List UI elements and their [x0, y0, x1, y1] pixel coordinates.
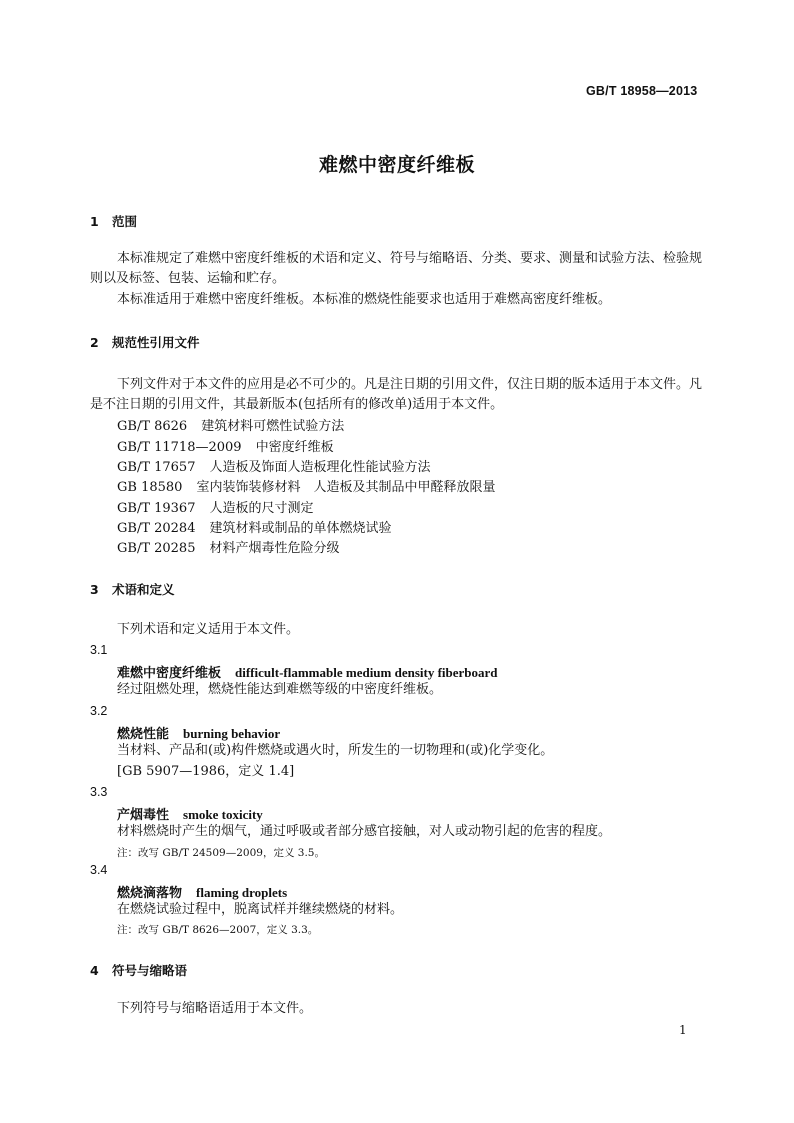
term-number: 3.1: [90, 643, 108, 657]
reference-code: GB 18580: [117, 480, 183, 495]
reference-code: GB/T 20284: [117, 521, 196, 536]
section-heading-terms-and-definitions: [90, 580, 175, 598]
section-title: 符号与缩略语: [112, 963, 188, 978]
term-number: 3.3: [90, 785, 108, 799]
section-title: 规范性引用文件: [112, 335, 200, 350]
term-definition: 材料燃烧时产生的烟气，通过呼吸或者部分感官接触，对人或动物引起的危害的程度。: [117, 824, 612, 839]
term-note: 注：改写 GB/T 24509—2009，定义 3.5。: [117, 847, 325, 859]
reference-item: [117, 456, 431, 475]
term-en: smoke toxicity: [183, 807, 263, 822]
paragraph: 本标准适用于难燃中密度纤维板。本标准的燃烧性能要求也适用于难燃高密度纤维板。: [117, 292, 612, 307]
paragraph: 下列符号与缩略语适用于本文件。: [117, 1001, 313, 1016]
standard-code: GB/T 18958—2013: [586, 84, 698, 98]
paragraph-text: 本标准规定了难燃中密度纤维板的术语和定义、符号与缩略语、分类、要求、测量和试验方法、检验规则以及标签、包装、运输和贮存。: [90, 251, 703, 286]
reference-title: 人造板的尺寸测定: [209, 501, 314, 516]
paragraph: [90, 249, 704, 289]
reference-item: [117, 517, 392, 536]
section-title: 范围: [112, 214, 138, 229]
term-zh: 燃烧滴落物: [117, 886, 183, 901]
section-title: 术语和定义: [112, 582, 175, 597]
term-number: 3.4: [90, 863, 108, 877]
reference-title: 人造板及饰面人造板理化性能试验方法: [209, 460, 431, 475]
term-number: 3.2: [90, 704, 108, 718]
term-definition: 当材料、产品和(或)构件燃烧或遇火时，所发生的一切物理和(或)化学变化。: [117, 743, 554, 758]
paragraph-text: 下列文件对于本文件的应用是必不可少的。凡是注日期的引用文件，仅注日期的版本适用于本文件。凡是不注日期的引用文件，其最新版本(包括所有的修改单)适用于本文件。: [90, 377, 703, 412]
term-note: 注：改写 GB/T 8626—2007，定义 3.3。: [117, 924, 319, 936]
reference-code: GB/T 20285: [117, 541, 196, 556]
reference-title: 建筑材料或制品的单体燃烧试验: [209, 521, 392, 536]
term-zh: 产烟毒性: [117, 808, 170, 823]
paragraph: [90, 375, 704, 415]
reference-title: 室内装饰装修材料 人造板及其制品中甲醛释放限量: [196, 480, 496, 495]
section-number: 3: [90, 582, 99, 597]
reference-item: [117, 436, 334, 455]
term-heading: [117, 882, 287, 901]
reference-item: [117, 497, 314, 516]
reference-code: GB/T 11718—2009: [117, 440, 242, 455]
section-number: 2: [90, 335, 99, 350]
reference-code: GB/T 19367: [117, 501, 196, 516]
term-heading: [117, 804, 263, 823]
term-source: [GB 5907—1986，定义 1.4]: [117, 764, 295, 779]
term-heading: [117, 662, 498, 681]
reference-item: [117, 415, 344, 434]
reference-title: 材料产烟毒性危险分级: [209, 541, 340, 556]
term-zh: 难燃中密度纤维板: [117, 666, 222, 681]
term-definition: 经过阻燃处理，燃烧性能达到难燃等级的中密度纤维板。: [117, 682, 443, 697]
term-en: difficult-flammable medium density fiberboard: [235, 665, 498, 680]
term-en: flaming droplets: [196, 885, 288, 900]
section-heading-scope: [90, 212, 137, 230]
section-number: 4: [90, 963, 99, 978]
section-heading-symbols-and-abbreviations: [90, 961, 187, 979]
term-en: burning behavior: [183, 726, 281, 741]
paragraph: 下列术语和定义适用于本文件。: [117, 622, 300, 637]
page-number: 1: [679, 1023, 687, 1037]
section-number: 1: [90, 214, 99, 229]
reference-code: GB/T 17657: [117, 460, 196, 475]
reference-item: [117, 537, 340, 556]
term-definition: 在燃烧试验过程中，脱离试样并继续燃烧的材料。: [117, 902, 404, 917]
reference-title: 中密度纤维板: [255, 440, 334, 455]
term-zh: 燃烧性能: [117, 727, 170, 742]
section-heading-normative-references: [90, 333, 200, 351]
reference-item: [117, 476, 495, 495]
reference-code: GB/T 8626: [117, 419, 188, 434]
document-title: 难燃中密度纤维板: [318, 154, 475, 176]
term-heading: [117, 723, 280, 742]
reference-title: 建筑材料可燃性试验方法: [201, 419, 345, 434]
